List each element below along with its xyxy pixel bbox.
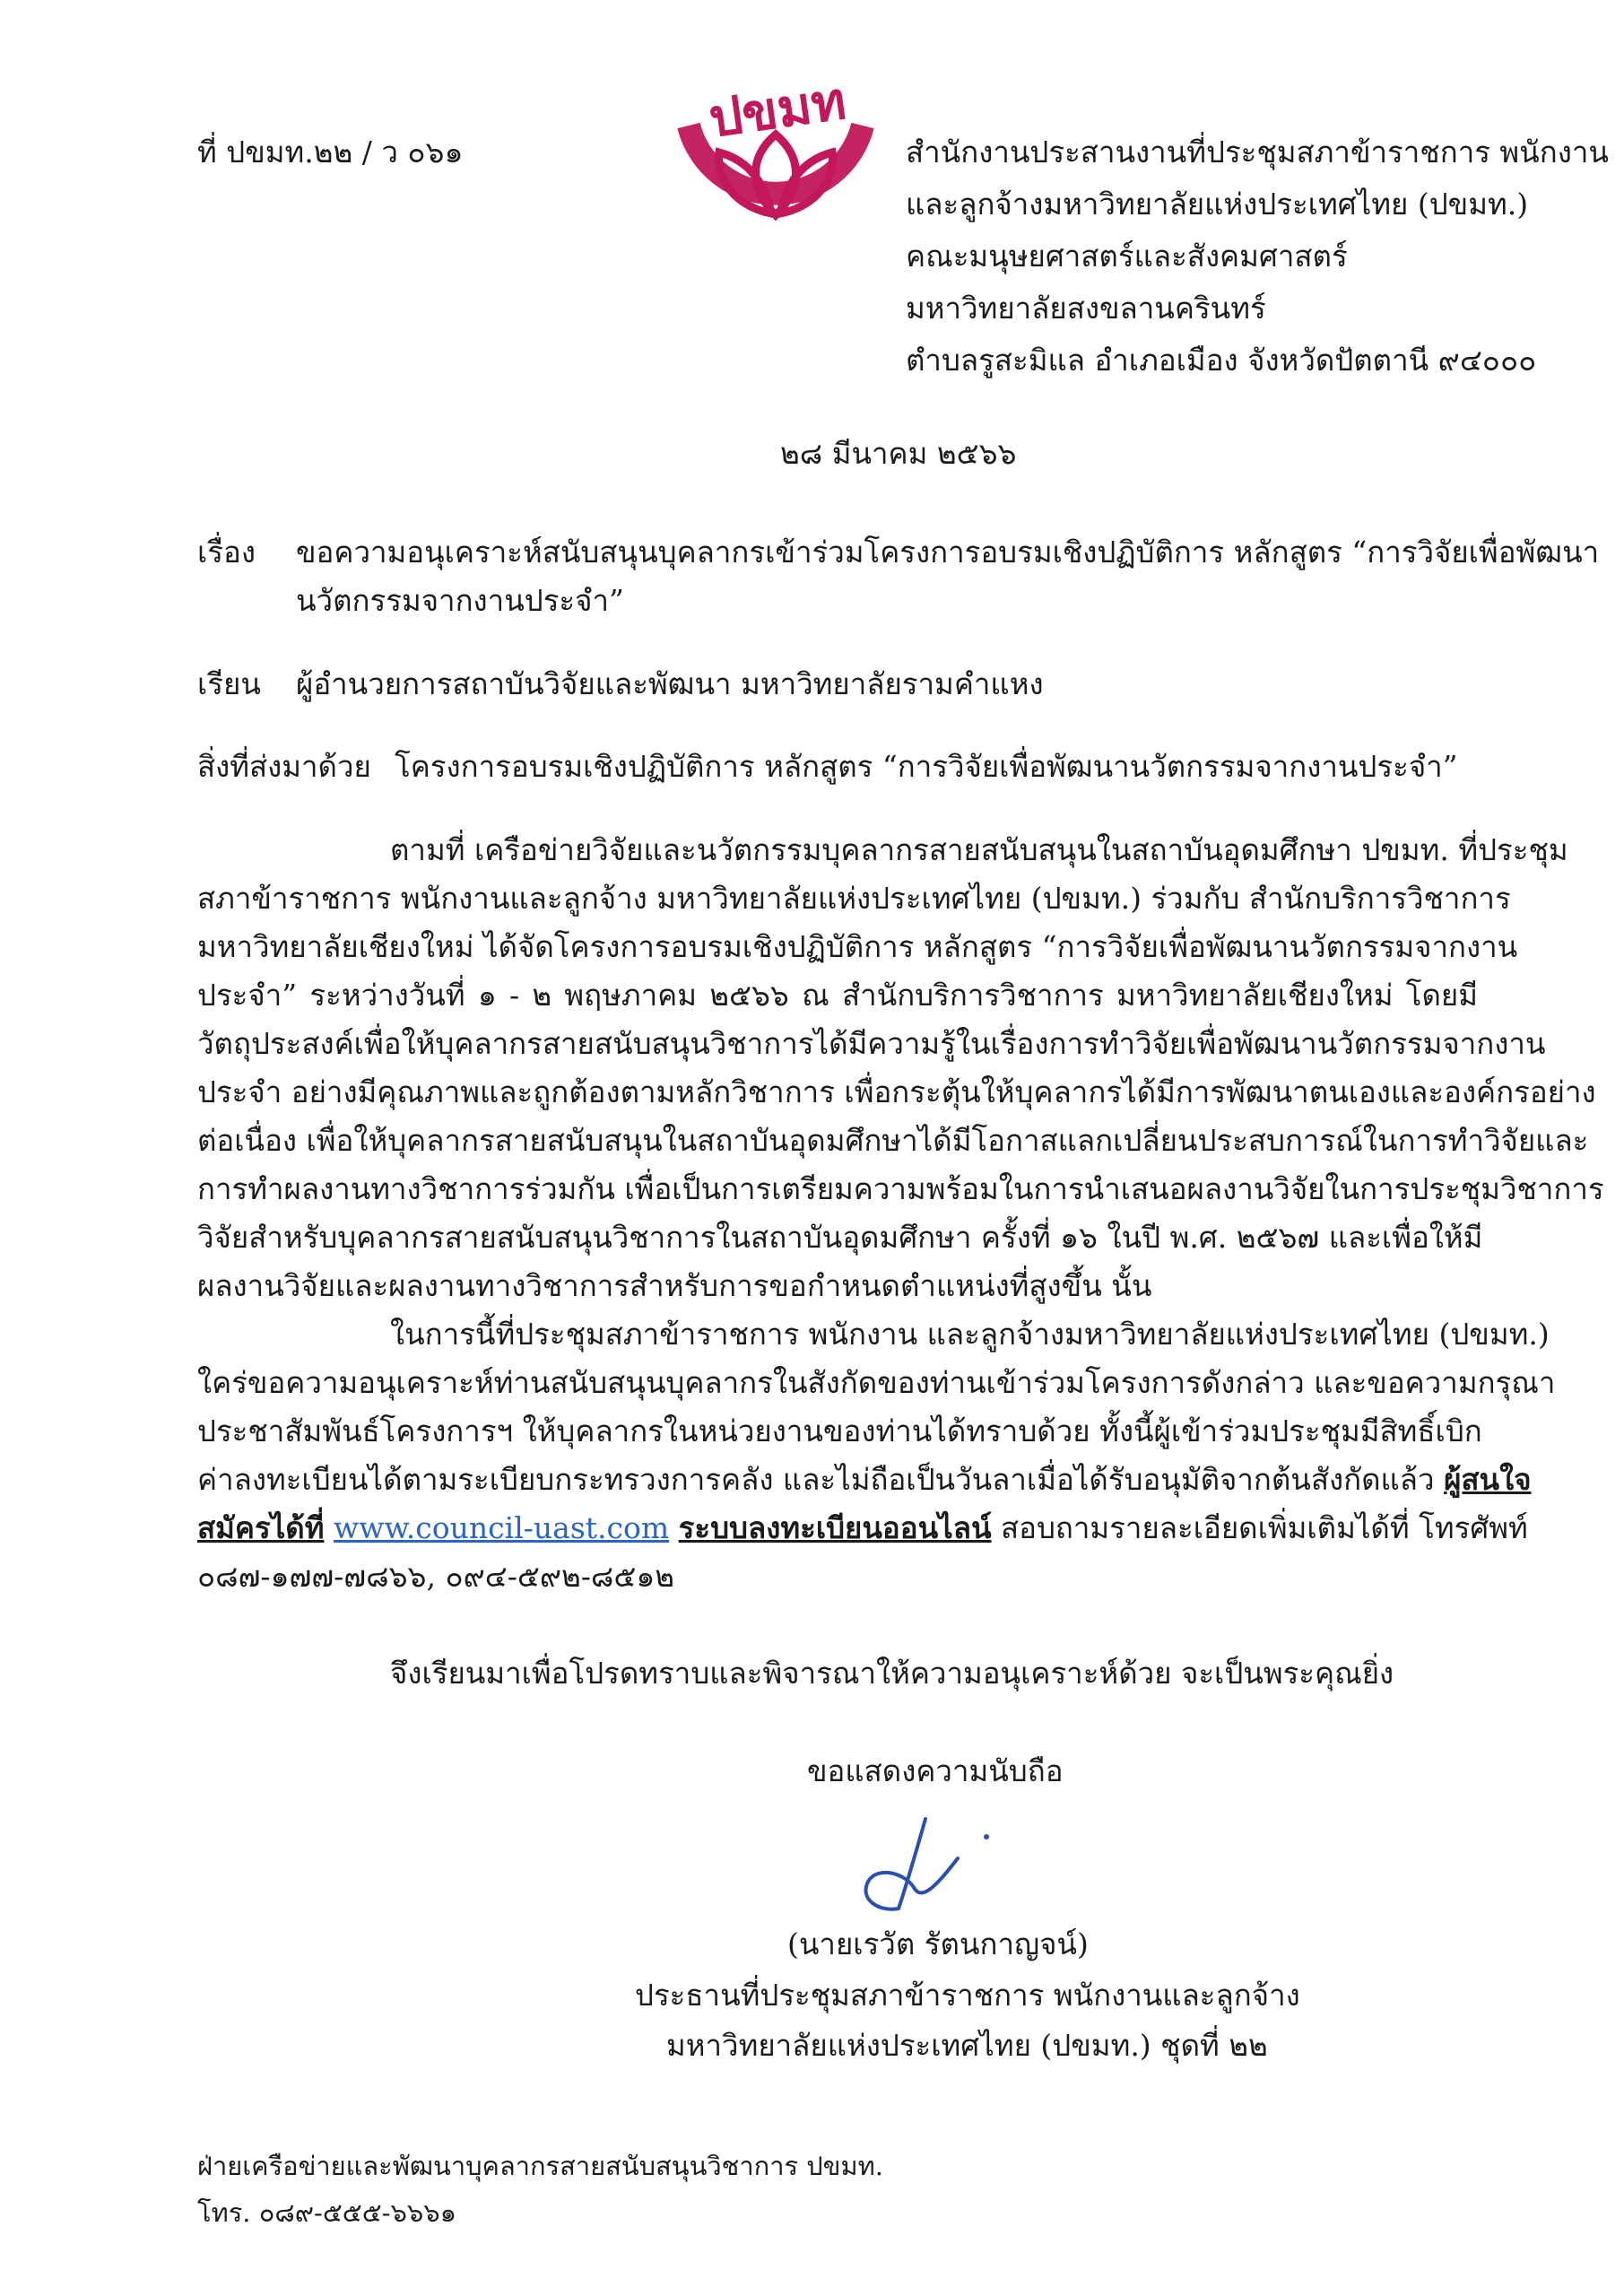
contact-phone-numbers: ๐๘๗-๑๗๗-๗๘๖๖, ๐๙๔-๕๙๒-๘๕๑๒ xyxy=(197,1559,675,1594)
interested-label: ผู้สนใจ xyxy=(1444,1462,1532,1497)
paragraph-1-line-7: ต่อเนื่อง เพื่อให้บุคลากรสายสนับสนุนในสถาบันอุดมศึกษาได้มีโอกาสแลกเปลี่ยนประสบการณ์ในการทำวิจัยและ xyxy=(197,1123,1589,1158)
recipient-label: เรียน xyxy=(197,666,261,701)
paragraph-1-line-3: มหาวิทยาลัยเชียงใหม่ ได้จัดโครงการอบรมเชิงปฏิบัติการ หลักสูตร “การวิจัยเพื่อพัฒนานวัตกรรมจากงาน xyxy=(197,929,1518,964)
footer-department: ฝ่ายเครือข่ายและพัฒนาบุคลากรสายสนับสนุนวิชาการ ปขมท. xyxy=(197,2151,883,2181)
paragraph-2-line-1: ในการนี้ที่ประชุมสภาข้าราชการ พนักงาน และลูกจ้างมหาวิทยาลัยแห่งประเทศไทย (ปขมท.) xyxy=(390,1317,1550,1352)
signature xyxy=(843,1803,1022,1919)
subject-label: เรื่อง xyxy=(197,535,256,570)
online-registration-label: ระบบลงทะเบียนออนไลน์ xyxy=(678,1510,992,1545)
paragraph-2-line-3: ประชาสัมพันธ์โครงการฯ ให้บุคลากรในหน่วยงานของท่านได้ทราบด้วย ทั้งนี้ผู้เข้าร่วมประชุมมีสิทธิ์เบิก xyxy=(197,1413,1482,1448)
logo-ring-text: ที่ประชุมสภาข้าราชก จ้างมหาวิทยาลัยแห่งประ xyxy=(682,161,872,242)
address-line-3: คณะมนุษยศาสตร์และสังคมศาสตร์ xyxy=(906,239,1348,274)
apply-at-label: สมัครได้ที่ xyxy=(197,1510,325,1545)
logo-text: ปขมท xyxy=(705,69,850,150)
enclosure-label: สิ่งที่ส่งมาด้วย xyxy=(197,749,371,784)
paragraph-2-line-5 xyxy=(197,1510,1528,1546)
paragraph-1-line-8: การทำผลงานทางวิชาการร่วมกัน เพื่อเป็นการเตรียมความพร้อมในการนำเสนอผลงานวิจัยในการประชุมวิชาการ xyxy=(197,1171,1604,1206)
registration-link[interactable]: www.council-uast.com xyxy=(333,1510,670,1545)
paragraph-1-line-9: วิจัยสำหรับบุคลากรสายสนับสนุนวิชาการในสถาบันอุดมศึกษา ครั้งที่ ๑๖ ในปี พ.ศ. ๒๕๖๗ และเพื่อให้มี xyxy=(197,1220,1483,1255)
signer-title-line-1: ประธานที่ประชุมสภาข้าราชการ พนักงานและลูกจ้าง xyxy=(635,1978,1300,2013)
address-line-1: สำนักงานประสานงานที่ประชุมสภาข้าราชการ พนักงาน xyxy=(906,135,1609,170)
address-line-2: และลูกจ้างมหาวิทยาลัยแห่งประเทศไทย (ปขมท.) xyxy=(906,187,1529,222)
paragraph-2-line-4 xyxy=(197,1462,1532,1498)
paragraph-2-line-4-text: ค่าลงทะเบียนได้ตามระเบียบกระทรวงการคลัง และไม่ถือเป็นวันลาเมื่อได้รับอนุมัติจากต้นสังกัดแล้ว xyxy=(197,1462,1435,1497)
address-line-4: มหาวิทยาลัยสงขลานครินทร์ xyxy=(906,291,1266,326)
paragraph-1-line-1: ตามที่ เครือข่ายวิจัยและนวัตกรรมบุคลากรสายสนับสนุนในสถาบันอุดมศึกษา ปขมท. ที่ประชุม xyxy=(390,832,1568,867)
paragraph-2-line-2: ใคร่ขอความอนุเคราะห์ท่านสนับสนุนบุคลากรในสังกัดของท่านเข้าร่วมโครงการดังกล่าว และขอความกรุณา xyxy=(197,1365,1556,1400)
paragraph-1-line-10: ผลงานวิจัยและผลงานทางวิชาการสำหรับการขอกำหนดตำแหน่งที่สูงขึ้น นั้น xyxy=(197,1268,1152,1303)
organization-logo xyxy=(664,63,888,242)
subject-line-1: ขอความอนุเคราะห์สนับสนุนบุคลากรเข้าร่วมโครงการอบรมเชิงปฏิบัติการ หลักสูตร “การวิจัยเพื่อพัฒนา xyxy=(296,535,1600,570)
enclosure-text: โครงการอบรมเชิงปฏิบัติการ หลักสูตร “การวิจัยเพื่อพัฒนานวัตกรรมจากงานประจำ” xyxy=(395,749,1458,784)
paragraph-1-line-4: ประจำ” ระหว่างวันที่ ๑ - ๒ พฤษภาคม ๒๕๖๖ ณ สำนักบริการวิชาการ มหาวิทยาลัยเชียงใหม่ โดยมี xyxy=(197,978,1478,1013)
subject-line-2: นวัตกรรมจากงานประจำ” xyxy=(296,583,624,618)
paragraph-2-line-5-text: สอบถามรายละเอียดเพิ่มเติมได้ที่ โทรศัพท์ xyxy=(1001,1510,1528,1545)
regards: ขอแสดงความนับถือ xyxy=(807,1753,1064,1788)
paragraph-1-line-6: ประจำ อย่างมีคุณภาพและถูกต้องตามหลักวิชาการ เพื่อกระตุ้นให้บุคลากรได้มีการพัฒนาตนเองและองค์กรอย่าง xyxy=(197,1074,1596,1109)
letter-date: ๒๘ มีนาคม ๒๕๖๖ xyxy=(780,436,1017,471)
address-line-5: ตำบลรูสะมิแล อำเภอเมือง จังหวัดปัตตานี ๙๔๐๐๐ xyxy=(906,343,1537,378)
paragraph-1-line-2: สภาข้าราชการ พนักงานและลูกจ้าง มหาวิทยาลัยแห่งประเทศไทย (ปขมท.) ร่วมกับ สำนักบริการวิชาการ xyxy=(197,881,1511,916)
footer-phone: โทร. ๐๘๙-๕๕๕-๖๖๖๑ xyxy=(197,2197,457,2228)
closing-sentence: จึงเรียนมาเพื่อโปรดทราบและพิจารณาให้ความอนุเคราะห์ด้วย จะเป็นพระคุณยิ่ง xyxy=(390,1656,1394,1691)
recipient-text: ผู้อำนวยการสถาบันวิจัยและพัฒนา มหาวิทยาลัยรามคำแหง xyxy=(296,666,1044,701)
reference-number: ที่ ปขมท.๒๒ / ว ๐๖๑ xyxy=(197,135,464,170)
handwritten-signature-icon xyxy=(843,1803,1022,1919)
paragraph-1-line-5: วัตถุประสงค์เพื่อให้บุคลากรสายสนับสนุนวิชาการได้มีความรู้ในเรื่องการทำวิจัยเพื่อพัฒนานวัตกรรมจากงาน xyxy=(197,1026,1546,1061)
lotus-logo-icon xyxy=(664,63,888,242)
signer-name: (นายเรวัต รัตนกาญจน์) xyxy=(787,1926,1089,1961)
signer-title-line-2: มหาวิทยาลัยแห่งประเทศไทย (ปขมท.) ชุดที่ ๒๒ xyxy=(666,2028,1268,2063)
